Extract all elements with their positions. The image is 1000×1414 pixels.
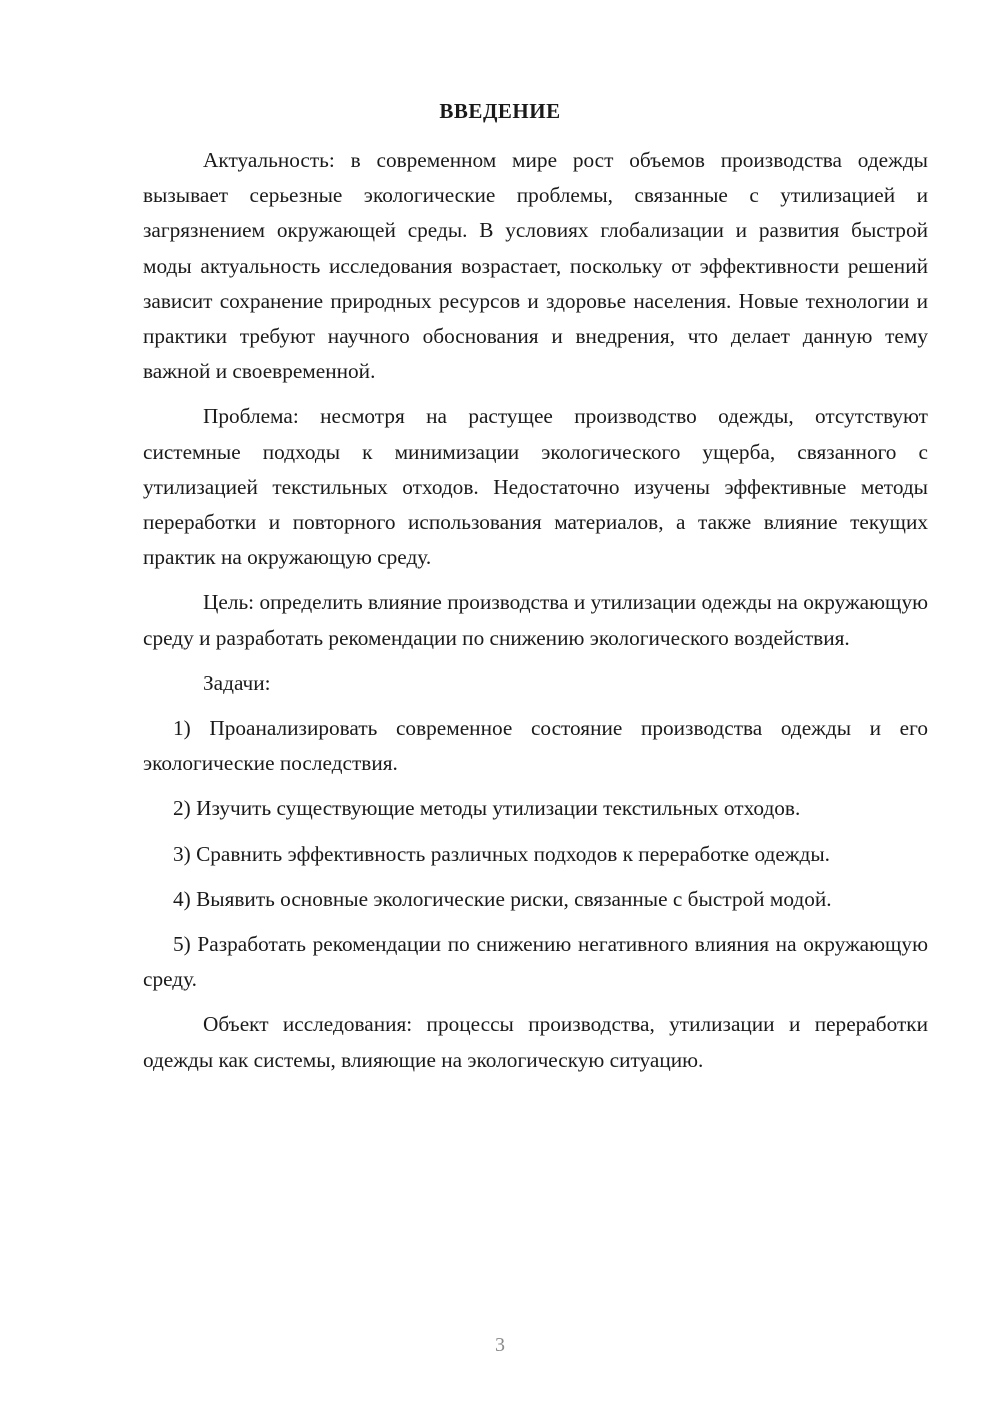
section-heading: ВВЕДЕНИЕ: [439, 99, 561, 123]
paragraph-problem: Проблема: несмотря на растущее производство одежды, отсутствуют системные подходы к минимизации экологического ущерба, связанного с утилизацией текстильных отходов. Недостаточно изучены эффективные методы переработки и повторного использования материалов, а также влияние текущих практик на окружающую среду.: [143, 404, 928, 570]
task-item: 3) Сравнить эффективность различных подходов к переработке одежды.: [173, 841, 830, 866]
paragraph-object: Объект исследования: процессы производства, утилизации и переработки одежды как системы, влияющие на экологическую ситуацию.: [143, 1012, 928, 1072]
task-item: 4) Выявить основные экологические риски, связанные с быстрой модой.: [173, 886, 832, 911]
tasks-label: Задачи:: [203, 670, 271, 695]
paragraph-relevance: Актуальность: в современном мире рост объемов производства одежды вызывает серьезные экологические проблемы, связанные с утилизацией и загрязнением окружающей среды. В условиях глобализации и развития быстрой моды актуальность исследования возрастает, поскольку от эффективности решений зависит сохранение природных ресурсов и здоровье населения. Новые технологии и практики требуют научного обоснования и внедрения, что делает данную тему важной и своевременной.: [143, 148, 928, 384]
task-item: 2) Изучить существующие методы утилизации текстильных отходов.: [173, 796, 801, 821]
task-item: 5) Разработать рекомендации по снижению негативного влияния на окружающую среду.: [143, 932, 928, 992]
page-number: 3: [495, 1334, 505, 1356]
paragraph-goal: Цель: определить влияние производства и утилизации одежды на окружающую среду и разработать рекомендации по снижению экологического воздействия.: [143, 590, 928, 650]
task-item: 1) Проанализировать современное состояние производства одежды и его экологические последствия.: [143, 716, 928, 776]
body-text: [143, 143, 928, 1088]
